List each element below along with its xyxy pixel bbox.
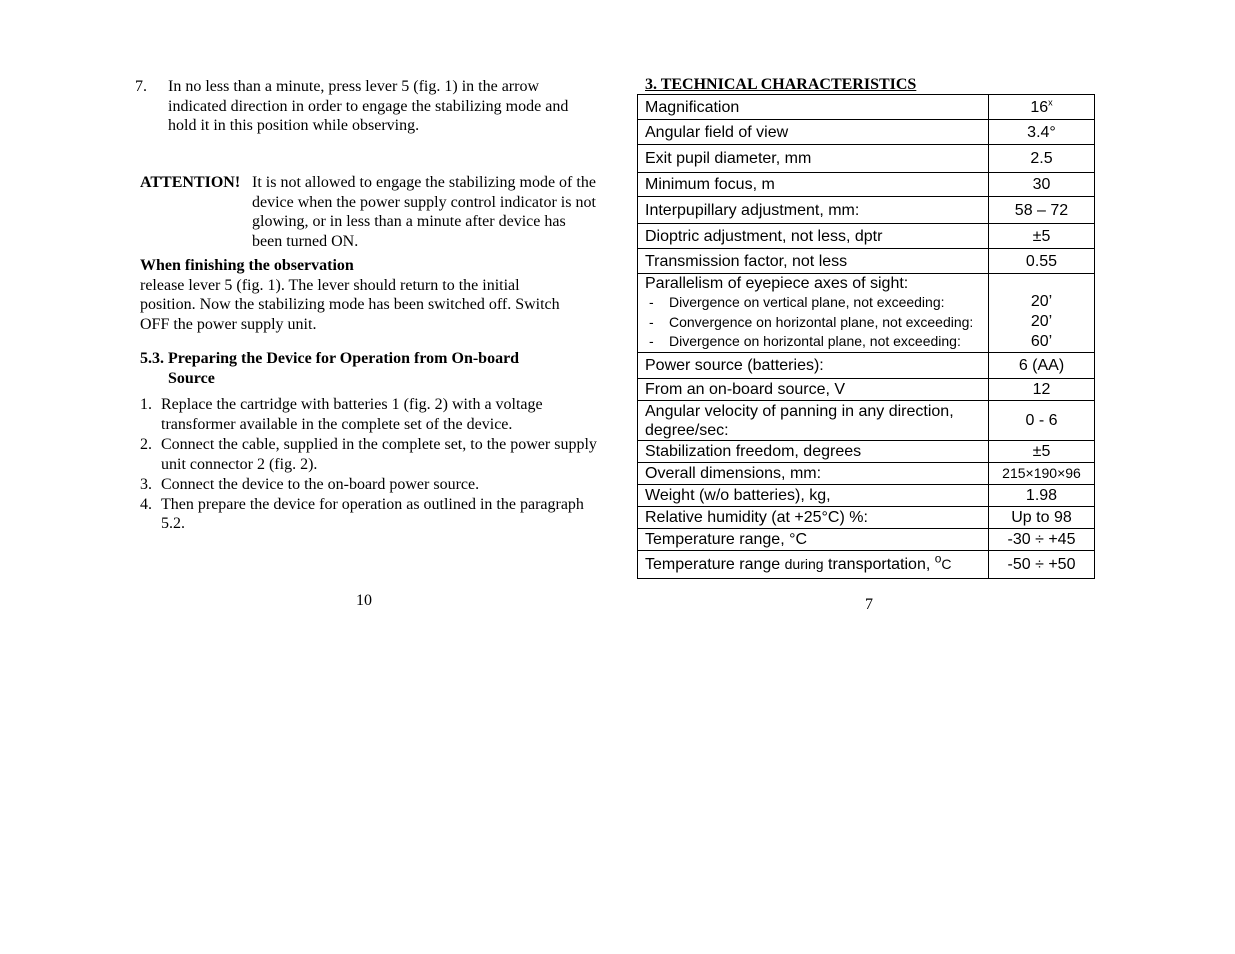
spec-value: 12 [989,379,1095,401]
spec-value: Up to 98 [989,507,1095,529]
spec-label: Angular field of view [638,120,989,145]
table-row [638,463,1095,485]
table-row [638,529,1095,551]
spec-label: Interpupillary adjustment, mm: [638,197,989,224]
spec-value: -30 ÷ +45 [989,529,1095,551]
finishing-heading: When finishing the observation [140,257,354,274]
table-row [638,379,1095,401]
section-heading-line1: 5.3. Preparing the Device for Operation from On-board [140,350,520,367]
attention-text: It is not allowed to engage the stabilizing mode of the device when the power supply control indicator is not glowing, or in less than a minute after device has been turned ON. [252,174,596,250]
table-row [638,120,1095,145]
spec-label [638,274,989,353]
spec-label: Overall dimensions, mm: [638,463,989,485]
spec-label: Angular velocity of panning in any direction, degree/sec: [638,401,989,441]
spec-label: Dioptric adjustment, not less, dptr [638,224,989,249]
table-row [638,145,1095,173]
table-row [638,551,1095,579]
list-number: 1. [140,396,152,413]
table-row [638,507,1095,529]
section-heading [140,349,580,388]
list-text: Then prepare the device for operation as outlined in the paragraph 5.2. [161,495,584,533]
spec-value: 1.98 [989,485,1095,507]
spec-label: Exit pupil diameter, mm [638,145,989,173]
spec-label: Temperature range during transportation, $^o$C [638,551,989,579]
table-row [638,353,1095,379]
spec-label: Stabilization freedom, degrees [638,441,989,463]
list-number: 4. [140,495,152,513]
section-title: 3. TECHNICAL CHARACTERISTICS [645,76,917,93]
list-text: In no less than a minute, press lever 5 (fig. 1) in the arrow indicated direction in order to engage the stabilizing mode and hold it in this position while observing. [168,78,569,134]
table-row [638,173,1095,197]
section-heading-line2: Source [168,369,215,387]
spec-value: 0 - 6 [989,401,1095,441]
finishing-observation [140,256,570,334]
table-row [638,441,1095,463]
list-number: 7. [135,78,147,95]
spec-label: Temperature range, °C [638,529,989,551]
left-page [0,0,610,954]
spec-value: 58 – 72 [989,197,1095,224]
table-row [638,485,1095,507]
spec-table [637,94,1095,579]
spec-value: -50 ÷ +50 [989,551,1095,579]
sub-item: - Divergence on horizontal plane, not exceeding: [649,333,961,350]
parallelism-heading: Parallelism of eyepiece axes of sight: [645,275,909,293]
list-text: Connect the cable, supplied in the complete set, to the power supply unit connector 2 (fig. 2). [161,435,597,473]
table-row [638,401,1095,441]
spec-label: Transmission factor, not less [638,249,989,274]
spec-value: ±5 [989,441,1095,463]
page-number-left: 10 [356,592,372,609]
spec-value: 3.4° [989,120,1095,145]
right-page [615,0,1235,954]
spec-value: 20’ 20’ 60’ [989,274,1095,353]
spec-label: Power source (batteries): [638,353,989,379]
spec-label: Weight (w/o batteries), kg, [638,485,989,507]
spec-value: 6 (AA) [989,353,1095,379]
sub-item: - Divergence on vertical plane, not exceeding: [649,294,945,311]
table-row [638,197,1095,224]
steps-list [140,395,600,534]
list-text: Replace the cartridge with batteries 1 (fig. 2) with a voltage transformer available in the complete set of the device. [161,396,543,433]
spec-value: ±5 [989,224,1095,249]
spec-label: From an on-board source, V [638,379,989,401]
spec-value: 16$^x$ [989,95,1095,120]
list-text: Connect the device to the on-board power source. [161,475,480,493]
list-item [140,495,600,535]
spec-value: 30 [989,173,1095,197]
sub-item: - Convergence on horizontal plane, not exceeding: [649,313,974,330]
table-row [638,224,1095,249]
spec-label: Relative humidity (at +25°C) %: [638,507,989,529]
list-number: 3. [140,475,152,493]
table-row [638,249,1095,274]
table-row [638,274,1095,353]
spec-value: 215×190×96 [989,463,1095,485]
attention-label: ATTENTION! [140,174,241,191]
spec-label: Magnification [638,95,989,120]
list-number: 2. [140,435,152,453]
list-item [140,435,600,475]
page-number-right: 7 [865,596,873,613]
finishing-text: release lever 5 (fig. 1). The lever should return to the initial position. Now the stabilizing mode has been switched off. Switch OFF the power supply unit. [140,276,560,333]
table-row [638,95,1095,120]
spec-value: 0.55 [989,249,1095,274]
list-item [140,475,600,495]
list-item [140,395,600,435]
spec-label: Minimum focus, m [638,173,989,197]
spec-value: 2.5 [989,145,1095,173]
superscript: x [1048,97,1053,108]
